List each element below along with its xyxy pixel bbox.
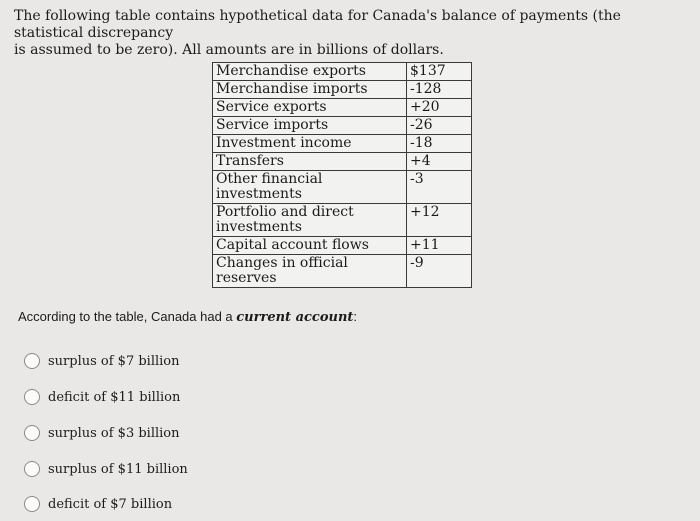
option-label[interactable]: surplus of $3 billion bbox=[48, 425, 180, 441]
row-label: Portfolio and direct investments bbox=[213, 204, 407, 237]
table-row bbox=[213, 153, 472, 171]
option-label[interactable]: deficit of $11 billion bbox=[48, 389, 181, 405]
question-text bbox=[14, 8, 690, 59]
row-value: +11 bbox=[407, 237, 472, 255]
answer-option[interactable] bbox=[24, 389, 180, 405]
question-line-2: is assumed to be zero). All amounts are in billions of dollars. bbox=[14, 42, 444, 58]
row-value: -128 bbox=[407, 81, 472, 99]
row-value: -3 bbox=[407, 171, 472, 204]
row-label: Transfers bbox=[213, 153, 407, 171]
table-row bbox=[213, 63, 472, 81]
row-label: Service exports bbox=[213, 99, 407, 117]
row-label: Other financial investments bbox=[213, 171, 407, 204]
prompt-suffix: : bbox=[353, 309, 358, 324]
row-value: $137 bbox=[407, 63, 472, 81]
question-line-1: The following table contains hypothetical data for Canada's balance of payments (the statistical discrepancy bbox=[14, 8, 621, 41]
row-value: -18 bbox=[407, 135, 472, 153]
row-label: Investment income bbox=[213, 135, 407, 153]
table-row bbox=[213, 237, 472, 255]
prompt-prefix: According to the table, Canada had a bbox=[18, 309, 237, 324]
balance-of-payments-table bbox=[212, 62, 472, 288]
table-row bbox=[213, 117, 472, 135]
radio-button[interactable] bbox=[24, 496, 40, 512]
row-value: +12 bbox=[407, 204, 472, 237]
option-label[interactable]: deficit of $7 billion bbox=[48, 496, 173, 512]
radio-button[interactable] bbox=[24, 425, 40, 441]
option-label[interactable]: surplus of $7 billion bbox=[48, 353, 180, 369]
row-label: Changes in official reserves bbox=[213, 255, 407, 288]
row-label: Service imports bbox=[213, 117, 407, 135]
prompt-emphasis: current account bbox=[236, 310, 354, 325]
answer-option[interactable] bbox=[24, 461, 188, 477]
row-label: Merchandise imports bbox=[213, 81, 407, 99]
table-row bbox=[213, 171, 472, 204]
row-value: -26 bbox=[407, 117, 472, 135]
table-row bbox=[213, 255, 472, 288]
radio-button[interactable] bbox=[24, 353, 40, 369]
radio-button[interactable] bbox=[24, 461, 40, 477]
answer-option[interactable] bbox=[24, 425, 180, 441]
option-label[interactable]: surplus of $11 billion bbox=[48, 461, 188, 477]
row-label: Merchandise exports bbox=[213, 63, 407, 81]
row-value: +4 bbox=[407, 153, 472, 171]
table-row bbox=[213, 99, 472, 117]
row-value: +20 bbox=[407, 99, 472, 117]
row-label: Capital account flows bbox=[213, 237, 407, 255]
answer-option[interactable] bbox=[24, 496, 172, 512]
table-row bbox=[213, 81, 472, 99]
row-value: -9 bbox=[407, 255, 472, 288]
table-row bbox=[213, 135, 472, 153]
radio-button[interactable] bbox=[24, 389, 40, 405]
table-row bbox=[213, 204, 472, 237]
question-prompt bbox=[18, 309, 357, 325]
answer-option[interactable] bbox=[24, 353, 180, 369]
